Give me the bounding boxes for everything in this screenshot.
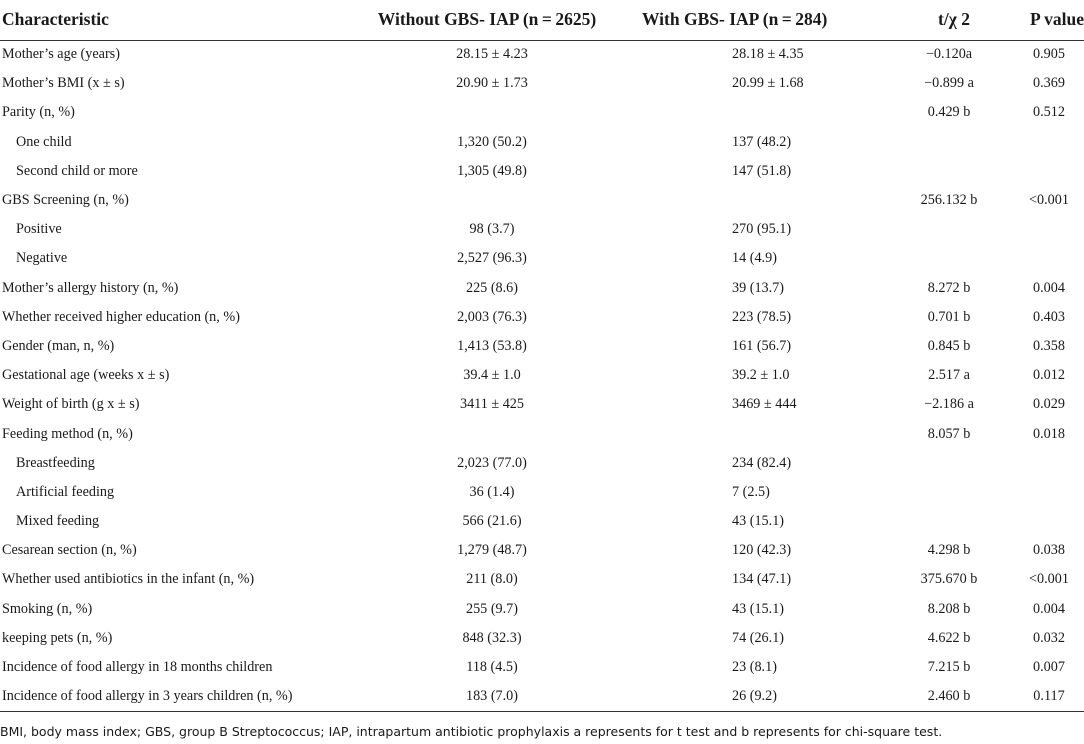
cell-with-gbs-iap: 28.18 ± 4.35 [732,46,804,63]
table-row [0,682,1084,711]
cell-without-gbs-iap: 39.4 ± 1.0 [463,367,521,384]
cell-characteristic: Breastfeeding [16,454,95,471]
cell-p-value: 0.038 [1033,542,1065,559]
cell-p-value [1002,244,1084,273]
cell-without-gbs-iap: 98 (3.7) [469,221,515,238]
cell-with-gbs-iap: 23 (8.1) [732,659,777,676]
cell-test-statistic: −0.120a [925,46,973,63]
cell-with-gbs-iap: 7 (2.5) [732,483,770,500]
cell-without-gbs-iap: 225 (8.6) [465,279,518,296]
header-test-statistic: t/χ 2 [886,0,1002,40]
cell-p-value: 0.018 [1033,425,1065,442]
table-row [0,595,1084,624]
cell-with-gbs-iap: 134 (47.1) [732,571,792,588]
cell-characteristic: keeping pets (n, %) [2,629,113,646]
cell-without-gbs-iap: 1,320 (50.2) [457,133,527,150]
cell-test-statistic: 2.460 b [886,682,1002,711]
cell-with-gbs-iap: 137 (48.2) [732,133,792,150]
table-row [0,419,1084,448]
cell-test-statistic: 8.208 b [927,600,971,617]
cell-test-statistic: 256.132 b [920,192,978,209]
table-row [0,244,1084,273]
cell-p-value: 0.117 [1002,682,1084,711]
cell-test-statistic: 0.429 b [927,104,971,121]
cell-p-value: 0.905 [1033,46,1065,63]
cell-p-value: 0.403 [1033,308,1065,325]
cell-test-statistic [886,215,1002,244]
cell-without-gbs-iap: 255 (9.7) [465,600,518,617]
cell-p-value: 0.004 [1033,279,1065,296]
cell-characteristic: Mother’s allergy history (n, %) [2,279,179,296]
cell-without-gbs-iap: 1,413 (53.8) [457,337,527,354]
cell-p-value [1002,449,1084,478]
cell-p-value: 0.032 [1033,629,1065,646]
cell-characteristic: Weight of birth (g x ± s) [2,396,140,413]
cell-test-statistic [886,157,1002,186]
cell-with-gbs-iap [622,186,886,215]
cell-p-value [1002,215,1084,244]
cell-test-statistic: 0.845 b [927,337,971,354]
cell-with-gbs-iap: 234 (82.4) [732,454,792,471]
table-row [0,274,1084,303]
cell-with-gbs-iap: 26 (9.2) [622,682,886,711]
cell-characteristic: Parity (n, %) [2,104,75,121]
cell-p-value [1002,157,1084,186]
cell-characteristic: GBS Screening (n, %) [2,192,129,209]
cell-test-statistic: 8.057 b [927,425,971,442]
cell-p-value: 0.358 [1033,337,1065,354]
cell-characteristic: Incidence of food allergy in 3 years children (n, %) [0,682,352,711]
cell-without-gbs-iap: 2,003 (76.3) [457,308,527,325]
cell-characteristic: Incidence of food allergy in 18 months children [2,659,273,676]
cell-with-gbs-iap: 161 (56.7) [732,337,792,354]
cell-characteristic: Feeding method (n, %) [2,425,133,442]
cell-with-gbs-iap: 74 (26.1) [732,629,785,646]
cell-without-gbs-iap: 1,279 (48.7) [457,542,527,559]
cell-test-statistic: 4.298 b [927,542,971,559]
cell-p-value [1002,128,1084,157]
table-row [0,332,1084,361]
cell-with-gbs-iap: 14 (4.9) [732,250,777,267]
cell-characteristic: Second child or more [16,162,138,179]
cell-test-statistic: −2.186 a [924,396,974,413]
cell-without-gbs-iap: 20.90 ± 1.73 [456,75,528,92]
header-without-gbs-iap: Without GBS- IAP (n = 2625) [352,0,622,40]
table-row [0,624,1084,653]
table-row [0,390,1084,419]
table-row [0,157,1084,186]
cell-with-gbs-iap: 39.2 ± 1.0 [732,367,790,384]
cell-without-gbs-iap: 36 (1.4) [469,483,515,500]
cell-p-value: <0.001 [1029,192,1069,209]
cell-p-value [1002,507,1084,536]
cell-without-gbs-iap: 566 (21.6) [462,513,522,530]
cell-characteristic: Whether used antibiotics in the infant (n, %) [2,571,255,588]
cell-with-gbs-iap: 43 (15.1) [732,513,785,530]
cell-test-statistic: 2.517 a [928,367,970,384]
cell-p-value: 0.004 [1033,600,1065,617]
cell-characteristic: Smoking (n, %) [2,600,93,617]
cell-with-gbs-iap: 43 (15.1) [732,600,785,617]
table-row [0,186,1084,215]
cell-without-gbs-iap: 2,527 (96.3) [457,250,527,267]
cell-characteristic: Gender (man, n, %) [2,337,115,354]
table-row [0,40,1084,69]
table-row [0,69,1084,98]
cell-p-value: 0.369 [1033,75,1065,92]
cell-without-gbs-iap: 183 (7.0) [352,682,622,711]
cell-with-gbs-iap: 223 (78.5) [732,308,792,325]
cell-without-gbs-iap: 118 (4.5) [466,659,518,676]
cell-p-value: 0.512 [1033,104,1065,121]
cell-without-gbs-iap: 2,023 (77.0) [457,454,527,471]
cell-without-gbs-iap: 211 (8.0) [466,571,518,588]
cell-p-value: 0.029 [1033,396,1065,413]
table-footnote: BMI, body mass index; GBS, group B Streptococcus; IAP, intrapartum antibiotic prophylaxis a represents for t test and b represents for chi-square test. [0,724,943,739]
table-row [0,303,1084,332]
cell-without-gbs-iap [352,186,622,215]
cell-without-gbs-iap: 848 (32.3) [462,629,522,646]
cell-with-gbs-iap: 39 (13.7) [732,279,785,296]
table-row [0,507,1084,536]
cell-p-value: 0.007 [1033,659,1065,676]
cell-without-gbs-iap: 3411 ± 425 [459,396,524,413]
cell-with-gbs-iap [622,419,886,448]
cell-test-statistic: 4.622 b [927,629,971,646]
table-row [0,565,1084,594]
cell-test-statistic [886,507,1002,536]
header-characteristic: Characteristic [0,0,352,40]
cell-with-gbs-iap: 3469 ± 444 [732,396,797,413]
table-row [0,128,1084,157]
header-with-gbs-iap: With GBS- IAP (n = 284) [622,0,886,40]
cell-p-value: 0.012 [1033,367,1065,384]
cell-characteristic: Mother’s age (years) [2,46,120,63]
cell-with-gbs-iap: 120 (42.3) [732,542,792,559]
cell-p-value [1002,478,1084,507]
cell-test-statistic [886,478,1002,507]
header-row [0,0,1084,40]
cell-with-gbs-iap: 147 (51.8) [732,162,792,179]
cell-test-statistic: −0.899 a [924,75,974,92]
cell-test-statistic: 375.670 b [920,571,978,588]
cell-with-gbs-iap [622,98,886,127]
table-row [0,361,1084,390]
table-row [0,536,1084,565]
cell-characteristic: Negative [16,250,68,267]
table-row [0,653,1084,682]
cell-without-gbs-iap [352,419,622,448]
cell-test-statistic: 8.272 b [927,279,971,296]
header-p-value: P value [1002,0,1084,40]
cell-characteristic: Artificial feeding [16,483,115,500]
cell-with-gbs-iap: 270 (95.1) [732,221,792,238]
cell-characteristic: Positive [16,221,62,238]
cell-characteristic: Mixed feeding [16,513,100,530]
cell-without-gbs-iap [352,98,622,127]
cell-test-statistic: 0.701 b [927,308,971,325]
cell-without-gbs-iap: 1,305 (49.8) [457,162,527,179]
cell-test-statistic [886,244,1002,273]
table-row [0,449,1084,478]
cell-characteristic: Gestational age (weeks x ± s) [2,367,170,384]
cell-characteristic: One child [16,133,72,150]
table-row [0,478,1084,507]
cell-test-statistic: 7.215 b [927,659,971,676]
table-row [0,98,1084,127]
cell-test-statistic [886,449,1002,478]
cell-characteristic: Mother’s BMI (x ± s) [2,75,125,92]
cell-characteristic: Cesarean section (n, %) [2,542,137,559]
cell-test-statistic [886,128,1002,157]
cell-characteristic: Whether received higher education (n, %) [2,308,240,325]
cell-p-value: <0.001 [1029,571,1069,588]
cell-with-gbs-iap: 20.99 ± 1.68 [732,75,804,92]
table-row [0,215,1084,244]
cell-without-gbs-iap: 28.15 ± 4.23 [456,46,528,63]
